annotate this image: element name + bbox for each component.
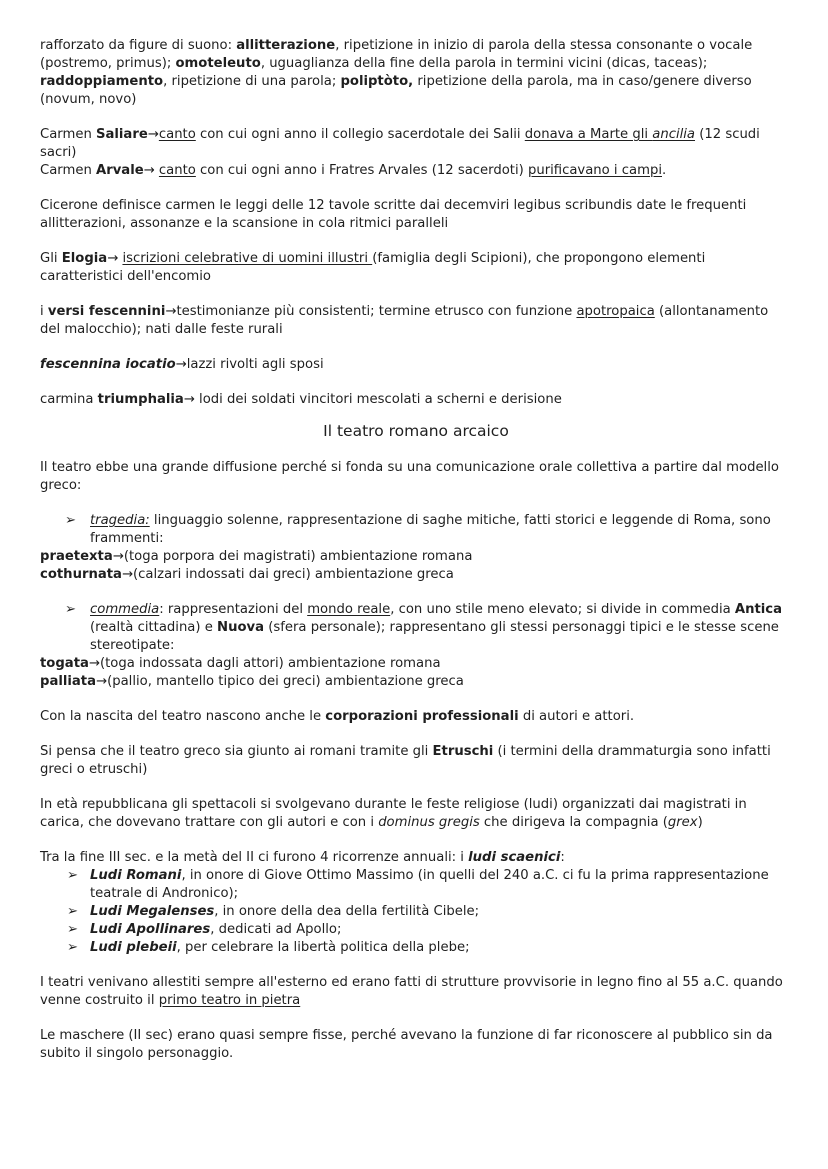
arrow-symbol: →: [143, 163, 159, 178]
paragraph-cicerone: Cicerone definisce carmen le leggi delle 12 tavole scritte dai decemviri legibus scribundis date le frequenti allitterazioni, assonanze e la scansione in cola ritmici paralleli: [40, 198, 747, 231]
text: : rappresentazioni del: [159, 602, 308, 617]
text: (i termini della drammaturgia sono infatti greci o etruschi): [40, 744, 771, 777]
line-togata: [40, 655, 792, 673]
arrow-bullet-icon: ➢: [67, 922, 79, 937]
paragraph-carmen-arvale: [40, 162, 792, 180]
arrow-symbol: →: [96, 674, 108, 689]
paragraph-maschere: Le maschere (II sec) erano quasi sempre fisse, perché avevano la funzione di far riconoscere al pubblico sin da subito il singolo personaggio.: [40, 1028, 773, 1061]
text: , in onore della dea della fertilità Cibele;: [214, 904, 480, 919]
paragraph-fescennina-iocatio: [40, 356, 792, 374]
arrow-symbol: →: [175, 357, 187, 372]
italic-text: grex: [667, 815, 698, 830]
paragraph-ludi-intro: [40, 849, 792, 867]
underlined-text: iscrizioni celebrative di uomini illustri: [122, 251, 373, 266]
text: , per celebrare la libertà politica della plebe;: [176, 940, 470, 955]
italic-text: ancilia: [652, 127, 696, 142]
text: ripetizione della parola, ma in caso/genere diverso (novum, novo): [40, 74, 752, 107]
list-item-commedia: [40, 601, 792, 655]
text: , dedicati ad Apollo;: [210, 922, 342, 937]
list-item: [40, 867, 792, 903]
text: I teatri venivano allestiti sempre all'esterno ed erano fatti di strutture provvisorie in legno fino al 55 a.C. quando venne costruito il: [40, 975, 783, 1008]
list-item-tragedia: [40, 512, 792, 548]
paragraph-figure-di-suono: [40, 37, 792, 109]
list-item: [40, 939, 792, 957]
term-arvale: Arvale: [96, 163, 144, 178]
term-ludi: Ludi Romani: [90, 868, 182, 883]
text: i: [40, 304, 48, 319]
text: (realtà cittadina) e: [90, 620, 218, 635]
term-ludi-scaenici: ludi scaenici: [468, 850, 561, 865]
ludi-list: [40, 867, 792, 957]
term-etruschi: Etruschi: [432, 744, 494, 759]
paragraph-carmen-saliare: [40, 126, 792, 162]
term-nuova: Nuova: [217, 620, 265, 635]
text: testimonianze più consistenti; termine etrusco con funzione: [176, 304, 577, 319]
arrow-symbol: →: [147, 127, 159, 142]
line-cothurnata: [40, 566, 792, 584]
term-corporazioni: corporazioni professionali: [325, 709, 519, 724]
term-versi-fescennini: versi fescennini: [47, 304, 166, 319]
text: Si pensa che il teatro greco sia giunto ai romani tramite gli: [40, 744, 433, 759]
arrow-symbol: →: [112, 549, 124, 564]
underlined-text: apotropaica: [576, 304, 655, 319]
term-poliptoto: poliptòto,: [340, 74, 414, 89]
term-elogia: Elogia: [61, 251, 108, 266]
paragraph-elogia: [40, 250, 792, 286]
underlined-text: [525, 127, 695, 142]
text: lodi dei soldati vincitori mescolati a scherni e derisione: [199, 392, 562, 407]
paragraph-teatri: [40, 974, 792, 1010]
term-raddoppiamento: raddoppiamento: [40, 74, 164, 89]
text: di autori e attori.: [518, 709, 635, 724]
text: (calzari indossati dai greci) ambientazione greca: [133, 567, 454, 582]
text: (allontanamento del malocchio); nati dalle feste rurali: [40, 304, 769, 337]
arrow-bullet-icon: ➢: [65, 513, 77, 528]
text: linguaggio solenne, rappresentazione di saghe mitiche, fatti storici e leggende di Roma, sono frammenti:: [90, 513, 771, 546]
term-cothurnata: cothurnata: [40, 567, 122, 582]
text: (sfera personale); rappresentano gli stessi personaggi tipici e le stesse scene stereotipate:: [90, 620, 779, 653]
arrow-symbol: →: [165, 304, 177, 319]
arrow-bullet-icon: ➢: [67, 940, 79, 955]
text: , ripetizione di una parola;: [163, 74, 341, 89]
text: (toga porpora dei magistrati) ambientazione romana: [123, 549, 473, 564]
arrow-bullet-icon: ➢: [67, 904, 79, 919]
text: In età repubblicana gli spettacoli si svolgevano durante le feste religiose (ludi) organizzati dai magistrati in carica, che dovevano trattare con gli autori e con i: [40, 797, 747, 830]
line-palliata: [40, 673, 792, 691]
text: donava a Marte gli: [524, 127, 653, 142]
term-antica: Antica: [734, 602, 783, 617]
term-allitterazione: allitterazione: [236, 38, 336, 53]
underlined-text: mondo reale: [307, 602, 391, 617]
underlined-text: purificavano i campi: [527, 163, 662, 178]
underlined-text: canto: [158, 127, 196, 142]
paragraph-triumphalia: [40, 391, 792, 409]
text: Con la nascita del teatro nascono anche le: [40, 709, 326, 724]
term-fescennina-iocatio: fescennina iocatio: [40, 357, 176, 372]
term-omoteleuto: omoteleuto: [175, 56, 261, 71]
arrow-symbol: →: [183, 392, 200, 407]
text: Carmen: [40, 163, 96, 178]
term-praetexta: praetexta: [40, 549, 113, 564]
paragraph-teatro-intro: Il teatro ebbe una grande diffusione perché si fonda su una comunicazione orale collettiva a partire dal modello greco:: [40, 460, 779, 493]
paragraph-eta-repubblicana: [40, 796, 792, 832]
text: .: [662, 163, 667, 178]
arrow-symbol: →: [107, 251, 123, 266]
term-togata: togata: [40, 656, 89, 671]
text: , in onore di Giove Ottimo Massimo (in quelli del 240 a.C. ci fu la prima rappresentazione teatrale di Andronico);: [90, 868, 769, 901]
text: Gli: [40, 251, 62, 266]
text: carmina: [40, 392, 98, 407]
line-praetexta: [40, 548, 792, 566]
arrow-bullet-icon: ➢: [65, 602, 77, 617]
term-saliare: Saliare: [96, 127, 148, 142]
paragraph-etruschi: [40, 743, 792, 779]
list-item: [40, 903, 792, 921]
text: (famiglia degli Scipioni), che propongono elementi caratteristici dell'encomio: [40, 251, 706, 284]
paragraph-corporazioni: [40, 708, 792, 726]
list-item: [40, 921, 792, 939]
text: rafforzato da figure di suono:: [40, 38, 237, 53]
section-title: Il teatro romano arcaico: [323, 422, 509, 440]
text: , uguaglianza della fine della parola in termini vicini (dicas, taceas);: [260, 56, 708, 71]
underlined-text: primo teatro in pietra: [158, 993, 301, 1008]
italic-text: dominus gregis: [378, 815, 480, 830]
text: Carmen: [40, 127, 96, 142]
text: con cui ogni anno i Fratres Arvales (12 sacerdoti): [195, 163, 528, 178]
term-palliata: palliata: [40, 674, 97, 689]
document-page: [40, 37, 792, 1063]
underlined-text: commedia: [90, 602, 160, 617]
text: :: [560, 850, 565, 865]
term-ludi: Ludi Megalenses: [90, 904, 215, 919]
text: , ripetizione in inizio di parola della stessa consonante o vocale (postremo, primus);: [40, 38, 753, 71]
arrow-bullet-icon: ➢: [67, 868, 79, 883]
text: (pallio, mantello tipico dei greci) ambientazione greca: [107, 674, 464, 689]
text: ): [697, 815, 703, 830]
text: , con uno stile meno elevato; si divide in commedia: [390, 602, 735, 617]
text: che dirigeva la compagnia (: [479, 815, 668, 830]
paragraph-fescennini: [40, 303, 792, 339]
term-ludi: Ludi plebeii: [90, 940, 177, 955]
term-ludi: Ludi Apollinares: [90, 922, 211, 937]
text: (12 scudi sacri): [40, 127, 760, 160]
text: lazzi rivolti agli sposi: [186, 357, 324, 372]
term-triumphalia: triumphalia: [97, 392, 184, 407]
genre-list-tragedia: [40, 512, 792, 548]
genre-list-commedia: [40, 601, 792, 655]
text: (toga indossata dagli attori) ambientazione romana: [99, 656, 441, 671]
underlined-text: tragedia:: [90, 513, 150, 528]
arrow-symbol: →: [88, 656, 100, 671]
text: con cui ogni anno il collegio sacerdotale dei Salii: [195, 127, 525, 142]
arrow-symbol: →: [121, 567, 134, 582]
underlined-text: canto: [158, 163, 196, 178]
text: Tra la fine III sec. e la metà del II ci furono 4 ricorrenze annuali: i: [40, 850, 469, 865]
